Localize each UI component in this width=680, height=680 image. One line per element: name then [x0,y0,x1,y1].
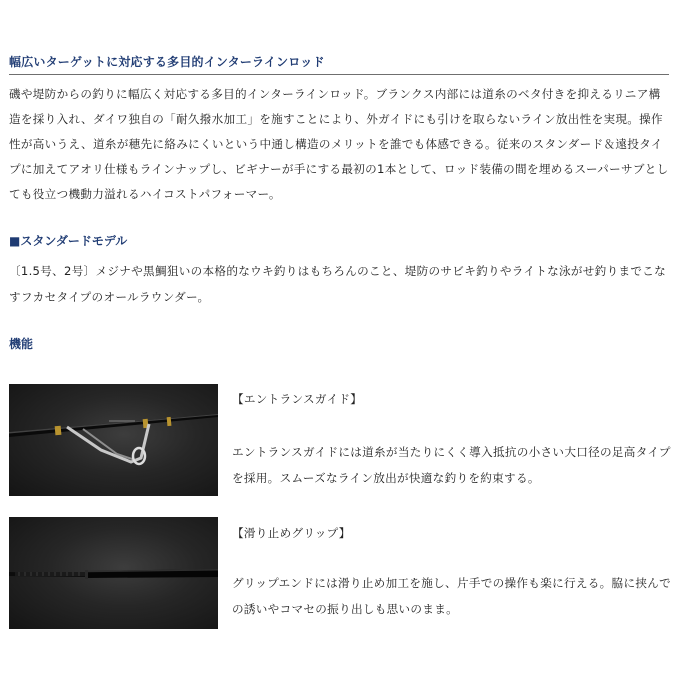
rod-with-guide-illustration [9,384,218,496]
grip-title: 【滑り止めグリップ】 [232,526,351,540]
standard-model-heading: ■スタンダードモデル [9,234,128,248]
entrance-guide-photo [9,384,218,496]
divider [9,74,669,75]
headline: 幅広いターゲットに対応する多目的インターラインロッド [9,55,325,69]
rod-grip-illustration [9,517,218,629]
grip-photo [9,517,218,629]
features-heading: 機能 [9,337,34,351]
entrance-guide-title: 【エントランスガイド】 [232,392,363,406]
grip-description: グリップエンドには滑り止め加工を施し、片手での操作も楽に行える。脇に挟んでの誘いやコマセの振り出しも思いのまま。 [232,576,672,616]
intro-paragraph: 磯や堤防からの釣りに幅広く対応する多目的インターラインロッド。ブランクス内部には道糸のベタ付きを抑えるリニア構造を採り入れ、ダイワ独自の「耐久撥水加工」を施すことにより、外ガイドにも引けを取らないライン放出性を実現。操作性が高いうえ、道糸が穂先に絡みにくいという中通し構造のメリットを誰でも体感できる。従来のスタンダード＆遠投タイプに加えてアオリ仕様もラインナップし、ビギナーが手にする最初の1本として、ロッド装備の間を埋めるスーパーサブとしても役立つ機動力溢れるハイコストパフォーマー。 [9,87,669,201]
standard-model-description: 〔1.5号、2号〕メジナや黒鯛狙いの本格的なウキ釣りはもちろんのこと、堤防のサビキ釣りやライトな泳がせ釣りまでこなすフカセタイプのオールラウンダー。 [9,264,667,304]
entrance-guide-description: エントランスガイドには道糸が当たりにくく導入抵抗の小さい大口径の足高タイプを採用。スムーズなライン放出が快適な釣りを約束する。 [232,445,671,485]
